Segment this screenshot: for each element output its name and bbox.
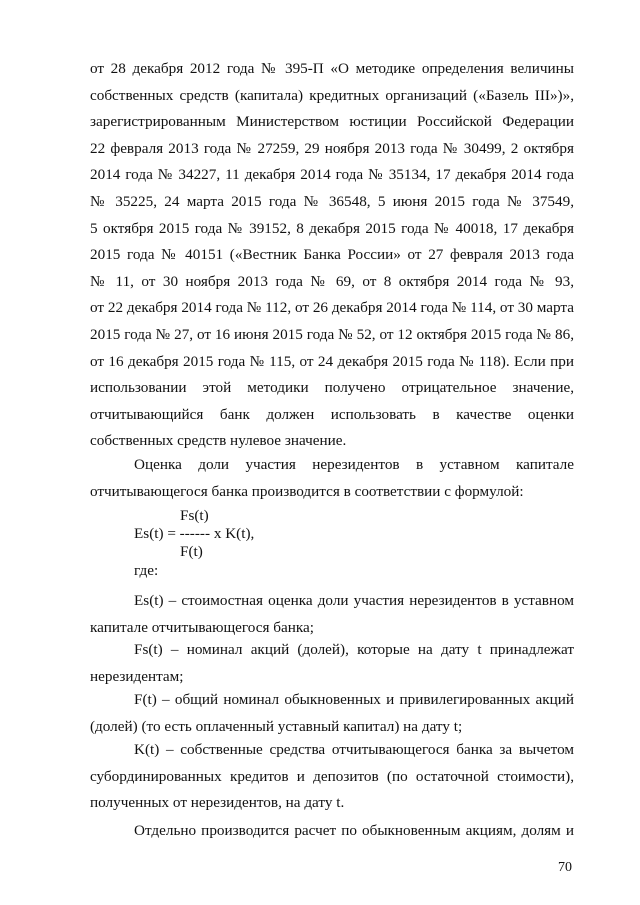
text-line: Fs(t) – номинал акций (долей), которые на дату t принадлежат: [134, 641, 574, 658]
definition-f: [90, 687, 574, 740]
intro-paragraph: [90, 56, 574, 455]
text-line: нерезидентам;: [90, 667, 184, 685]
formula-denominator: F(t): [180, 543, 203, 560]
text-line: от 22 декабря 2014 года № 112, от 26 декабря 2014 года № 114, от 30 марта: [90, 299, 574, 317]
formula-numerator: Fs(t): [180, 507, 209, 524]
text-line: субординированных кредитов и депозитов (по остаточной стоимости),: [90, 767, 574, 785]
text-line: F(t) – общий номинал обыкновенных и привилегированных акций: [134, 691, 574, 708]
text-line: № 35225, 24 марта 2015 года № 36548, 5 июня 2015 года № 37549,: [90, 192, 574, 210]
text-line: 22 февраля 2013 года № 27259, 29 ноября 2013 года № 30499, 2 октября: [90, 139, 574, 157]
text-line: 2014 года № 34227, 11 декабря 2014 года № 35134, 17 декабря 2014 года: [90, 166, 574, 184]
text-line: № 11, от 30 ноября 2013 года № 69, от 8 октября 2014 года № 93,: [90, 272, 574, 290]
formula-where: где:: [134, 562, 159, 579]
definition-k: [90, 737, 574, 817]
text-line: от 28 декабря 2012 года № 395-П «О методике определения величины: [90, 60, 574, 77]
text-line: Отдельно производится расчет по обыкновенным акциям, долям и: [134, 822, 574, 839]
text-line: полученных от нерезидентов, на дату t.: [90, 794, 345, 812]
text-line: 2015 года № 40151 («Вестник Банка России» от 27 февраля 2013 года: [90, 246, 574, 264]
text-line: от 16 декабря 2015 года № 115, от 24 декабря 2015 года № 118). Если при: [90, 352, 574, 370]
text-line: (долей) (то есть оплаченный уставный капитал) на дату t;: [90, 717, 463, 735]
definition-es: [90, 588, 574, 641]
text-line: капитале отчитывающегося банка;: [90, 618, 314, 636]
text-line: K(t) – собственные средства отчитывающегося банка за вычетом: [134, 741, 574, 758]
text-line: 2015 года № 27, от 16 июня 2015 года № 52, от 12 октября 2015 года № 86,: [90, 325, 574, 343]
page-number: 70: [558, 860, 572, 875]
text-line: собственных средств нулевое значение.: [90, 432, 347, 450]
text-line: собственных средств (капитала) кредитных организаций («Базель III»)»,: [90, 86, 574, 104]
text-line: использовании этой методики получено отрицательное значение,: [90, 379, 574, 397]
assessment-paragraph: [90, 452, 574, 505]
text-line: зарегистрированным Министерством юстиции Российской Федерации: [90, 113, 574, 131]
text-line: отчитывающегося банка производится в соответствии с формулой:: [90, 482, 524, 500]
definition-fs: [90, 637, 574, 690]
text-line: Es(t) – стоимостная оценка доли участия нерезидентов в уставном: [134, 592, 574, 609]
text-line: отчитывающийся банк должен использовать в качестве оценки: [90, 405, 574, 423]
text-line: 5 октября 2015 года № 39152, 8 декабря 2015 года № 40018, 17 декабря: [90, 219, 574, 237]
final-paragraph: [90, 818, 574, 845]
formula-main: Es(t) = ------ x K(t),: [134, 525, 255, 542]
text-line: Оценка доли участия нерезидентов в уставном капитале: [134, 456, 574, 473]
